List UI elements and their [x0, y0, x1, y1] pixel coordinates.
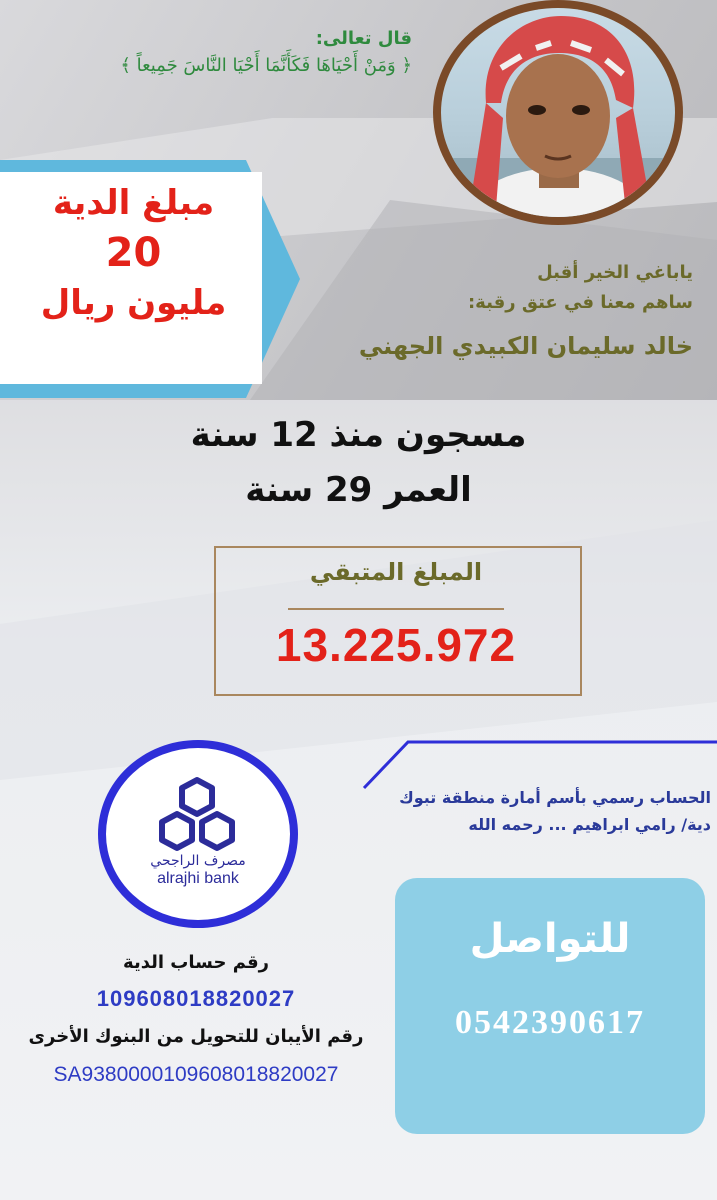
diyah-title: مبلغ الدية: [52, 183, 215, 223]
bank-name-arabic: مصرف الراجحي: [150, 853, 246, 869]
account-details: [0, 948, 392, 1096]
diyah-amount: [6, 180, 261, 326]
alrajhi-logo-icon: [152, 776, 242, 854]
appeal-text: [293, 258, 693, 366]
official-account-line-2: دية/ رامي ابراهيم ... رحمه الله: [468, 815, 711, 834]
iban-number: SA9380000109608018820027: [53, 1063, 339, 1086]
contact-label: للتواصل: [469, 916, 631, 962]
callout-pointer: [360, 740, 717, 790]
remaining-amount-label: المبلغ المتبقي: [309, 558, 483, 586]
official-account-line-1: الحساب رسمي بأسم أمارة منطقة تبوك: [399, 788, 711, 807]
remaining-divider: [288, 608, 504, 610]
account-number: 109608018820027: [96, 986, 296, 1011]
prisoner-status: [0, 410, 717, 516]
contact-phone[interactable]: 0542390617: [455, 1004, 645, 1041]
iban-label: رقم الأيبان للتحويل من البنوك الأخرى: [28, 1026, 364, 1047]
imprisonment-duration: مسجون منذ 12 سنة: [190, 415, 527, 455]
appeal-line-2: ساهم معنا في عتق رقبة:: [467, 292, 693, 313]
prisoner-age: العمر 29 سنة: [245, 470, 472, 510]
diyah-number: 20: [105, 230, 162, 276]
portrait-photo: [441, 8, 675, 217]
appeal-line-1: ياباغي الخير أقبل: [537, 262, 693, 283]
quote-intro: قال تعالى:: [315, 28, 412, 49]
diyah-unit: مليون ريال: [40, 283, 227, 323]
official-account-note: [281, 784, 711, 838]
bank-name-english: alrajhi bank: [157, 870, 239, 887]
quran-quote: [32, 28, 412, 76]
quote-verse: ﴿ وَمَنْ أَحْيَاهَا فَكَأَنَّمَا أَحْيَا النَّاسَ جَمِيعاً ﴾: [120, 55, 412, 76]
remaining-amount-value: 13.225.972: [275, 619, 517, 671]
portrait-illustration: [441, 8, 675, 217]
account-number-label: رقم حساب الدية: [123, 952, 269, 973]
prisoner-name: خالد سليمان الكبيدي الجهني: [358, 332, 693, 360]
